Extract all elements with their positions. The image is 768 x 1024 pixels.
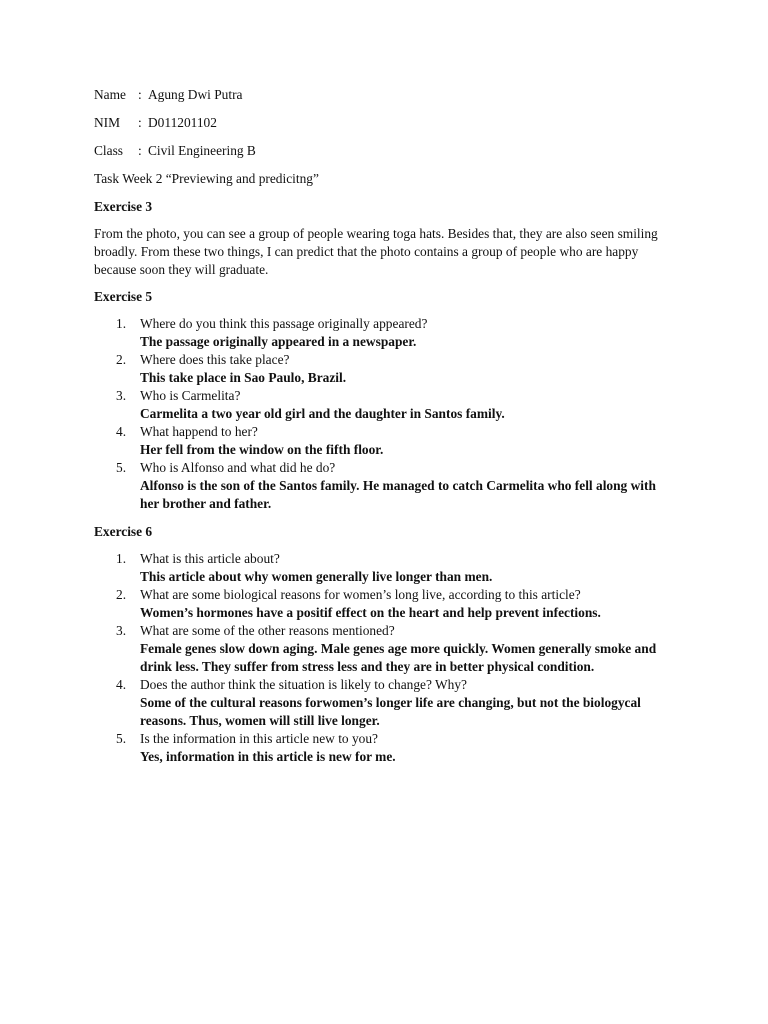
- answer-text: Women’s hormones have a positif effect on the heart and help prevent infections.: [140, 605, 601, 620]
- class-value: Civil Engineering B: [148, 143, 256, 158]
- class-field: [94, 142, 674, 160]
- answer-text: The passage originally appeared in a newspaper.: [140, 334, 417, 349]
- question-text: What are some of the other reasons mentioned?: [140, 623, 395, 638]
- answer-text: This article about why women generally live longer than men.: [140, 569, 493, 584]
- question-text: What is this article about?: [140, 551, 280, 566]
- nim-label: NIM: [94, 115, 121, 130]
- nim-field: [94, 114, 674, 132]
- list-item: [94, 423, 674, 459]
- class-separator: :: [138, 143, 142, 158]
- exercise5-heading: Exercise 5: [94, 289, 153, 304]
- question-text: Is the information in this article new to you?: [140, 731, 378, 746]
- list-item: [94, 676, 674, 730]
- exercise6-list: [94, 550, 674, 766]
- exercise6-heading: Exercise 6: [94, 524, 153, 539]
- item-number: 1.: [116, 316, 127, 331]
- item-number: 4.: [116, 424, 127, 439]
- answer-text: Alfonso is the son of the Santos family. He managed to catch Carmelita who fell along with her brother and father.: [140, 478, 656, 511]
- question-text: Where does this take place?: [140, 352, 290, 367]
- name-value: Agung Dwi Putra: [148, 87, 243, 102]
- list-item: [94, 315, 674, 351]
- answer-text: This take place in Sao Paulo, Brazil.: [140, 370, 347, 385]
- name-separator: :: [138, 87, 142, 102]
- list-item: [94, 459, 674, 513]
- item-number: 5.: [116, 731, 127, 746]
- question-text: Where do you think this passage originally appeared?: [140, 316, 428, 331]
- question-text: What happend to her?: [140, 424, 258, 439]
- list-item: [94, 730, 674, 766]
- list-item: [94, 586, 674, 622]
- list-item: [94, 387, 674, 423]
- nim-value: D011201102: [148, 115, 217, 130]
- answer-text: Her fell from the window on the fifth floor.: [140, 442, 384, 457]
- answer-text: Female genes slow down aging. Male genes age more quickly. Women generally smoke and drink less. They suffer from stress less and they are in better physical condition.: [140, 641, 657, 674]
- question-text: Does the author think the situation is likely to change? Why?: [140, 677, 468, 692]
- item-number: 4.: [116, 677, 127, 692]
- nim-separator: :: [138, 115, 142, 130]
- question-text: Who is Carmelita?: [140, 388, 241, 403]
- question-text: What are some biological reasons for women’s long live, according to this article?: [140, 587, 581, 602]
- name-label: Name: [94, 87, 126, 102]
- exercise3-text: From the photo, you can see a group of people wearing toga hats. Besides that, they are also seen smiling broadly. From these two things, I can predict that the photo contains a group of people who are happy because soon they will graduate.: [94, 226, 658, 277]
- document-content: [94, 86, 674, 776]
- list-item: [94, 351, 674, 387]
- name-field: [94, 86, 674, 104]
- exercise5-list: [94, 315, 674, 513]
- list-item: [94, 550, 674, 586]
- list-item: [94, 622, 674, 676]
- item-number: 5.: [116, 460, 127, 475]
- item-number: 2.: [116, 352, 127, 367]
- item-number: 2.: [116, 587, 127, 602]
- item-number: 3.: [116, 623, 127, 638]
- answer-text: Some of the cultural reasons forwomen’s longer life are changing, but not the biologycal reasons. Thus, women will still live longer.: [140, 695, 641, 728]
- class-label: Class: [94, 143, 124, 158]
- item-number: 1.: [116, 551, 127, 566]
- item-number: 3.: [116, 388, 127, 403]
- exercise3-heading: Exercise 3: [94, 199, 153, 214]
- answer-text: Carmelita a two year old girl and the daughter in Santos family.: [140, 406, 505, 421]
- answer-text: Yes, information in this article is new for me.: [140, 749, 396, 764]
- task-title: Task Week 2 “Previewing and predicitng”: [94, 171, 319, 186]
- question-text: Who is Alfonso and what did he do?: [140, 460, 336, 475]
